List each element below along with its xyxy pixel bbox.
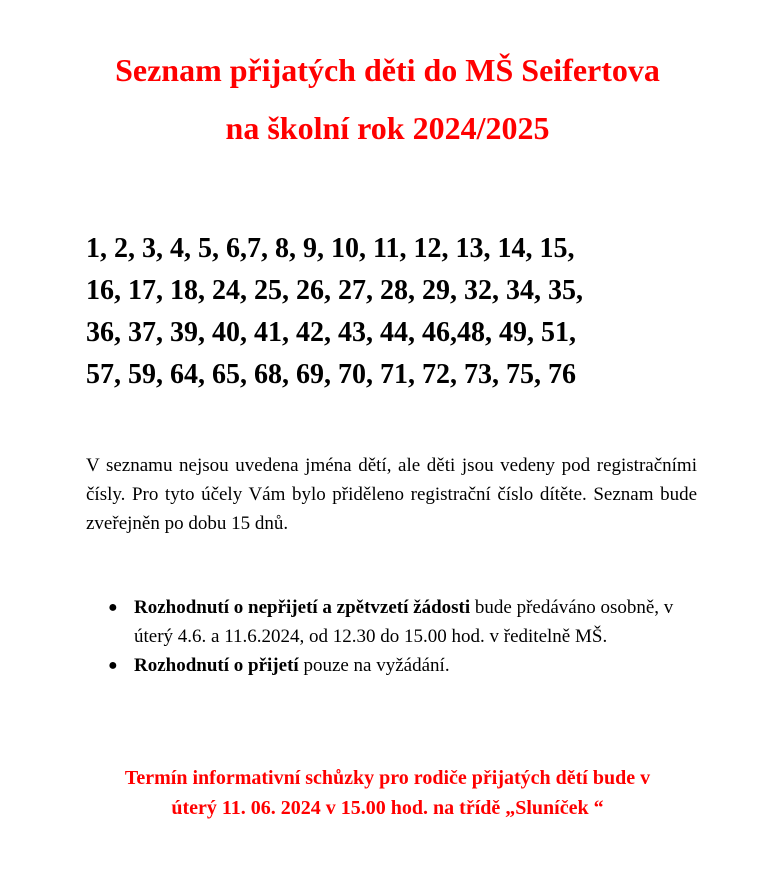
meeting-notice: [0, 763, 775, 823]
list-item: [106, 651, 706, 680]
list-item-text: bude předáváno osobně, v úterý 4.6. a 11.6.2024, od 12.30 do 15.00 hod. v ředitelně MŠ.: [134, 597, 674, 647]
numbers-line-4: 57, 59, 64, 65, 68, 69, 70, 71, 72, 73, 75, 76: [86, 359, 576, 390]
list-item: [106, 593, 706, 651]
page-title-line-2: na školní rok 2024/2025: [225, 110, 550, 146]
list-item-text: pouze na vyžádání.: [298, 655, 450, 676]
list-item-bold: Rozhodnutí o přijetí: [134, 655, 299, 676]
numbers-line-3: 36, 37, 39, 40, 41, 42, 43, 44, 46,48, 49, 51,: [86, 317, 576, 348]
meeting-notice-line-1: Termín informativní schůzky pro rodiče přijatých dětí bude v: [124, 767, 651, 789]
decision-list: [106, 593, 706, 680]
numbers-line-1: 1, 2, 3, 4, 5, 6,7, 8, 9, 10, 11, 12, 13, 14, 15,: [86, 233, 575, 264]
bullet-icon: ●: [108, 657, 118, 674]
registration-numbers: [86, 228, 726, 396]
meeting-notice-line-2: úterý 11. 06. 2024 v 15.00 hod. na třídě „Sluníček “: [171, 797, 604, 819]
bullet-icon: ●: [108, 599, 118, 616]
info-paragraph: V seznamu nejsou uvedena jména dětí, ale děti jsou vedeny pod registračními čísly. Pro tyto účely Vám bylo přiděleno registrační číslo dítěte. Seznam bude zveřejněn po dobu 15 dnů.: [86, 455, 697, 534]
numbers-line-2: 16, 17, 18, 24, 25, 26, 27, 28, 29, 32, 34, 35,: [86, 275, 583, 306]
list-item-bold: Rozhodnutí o nepřijetí a zpětvzetí žádosti: [134, 597, 471, 618]
page-title-line-1: Seznam přijatých děti do MŠ Seifertova: [115, 52, 660, 88]
